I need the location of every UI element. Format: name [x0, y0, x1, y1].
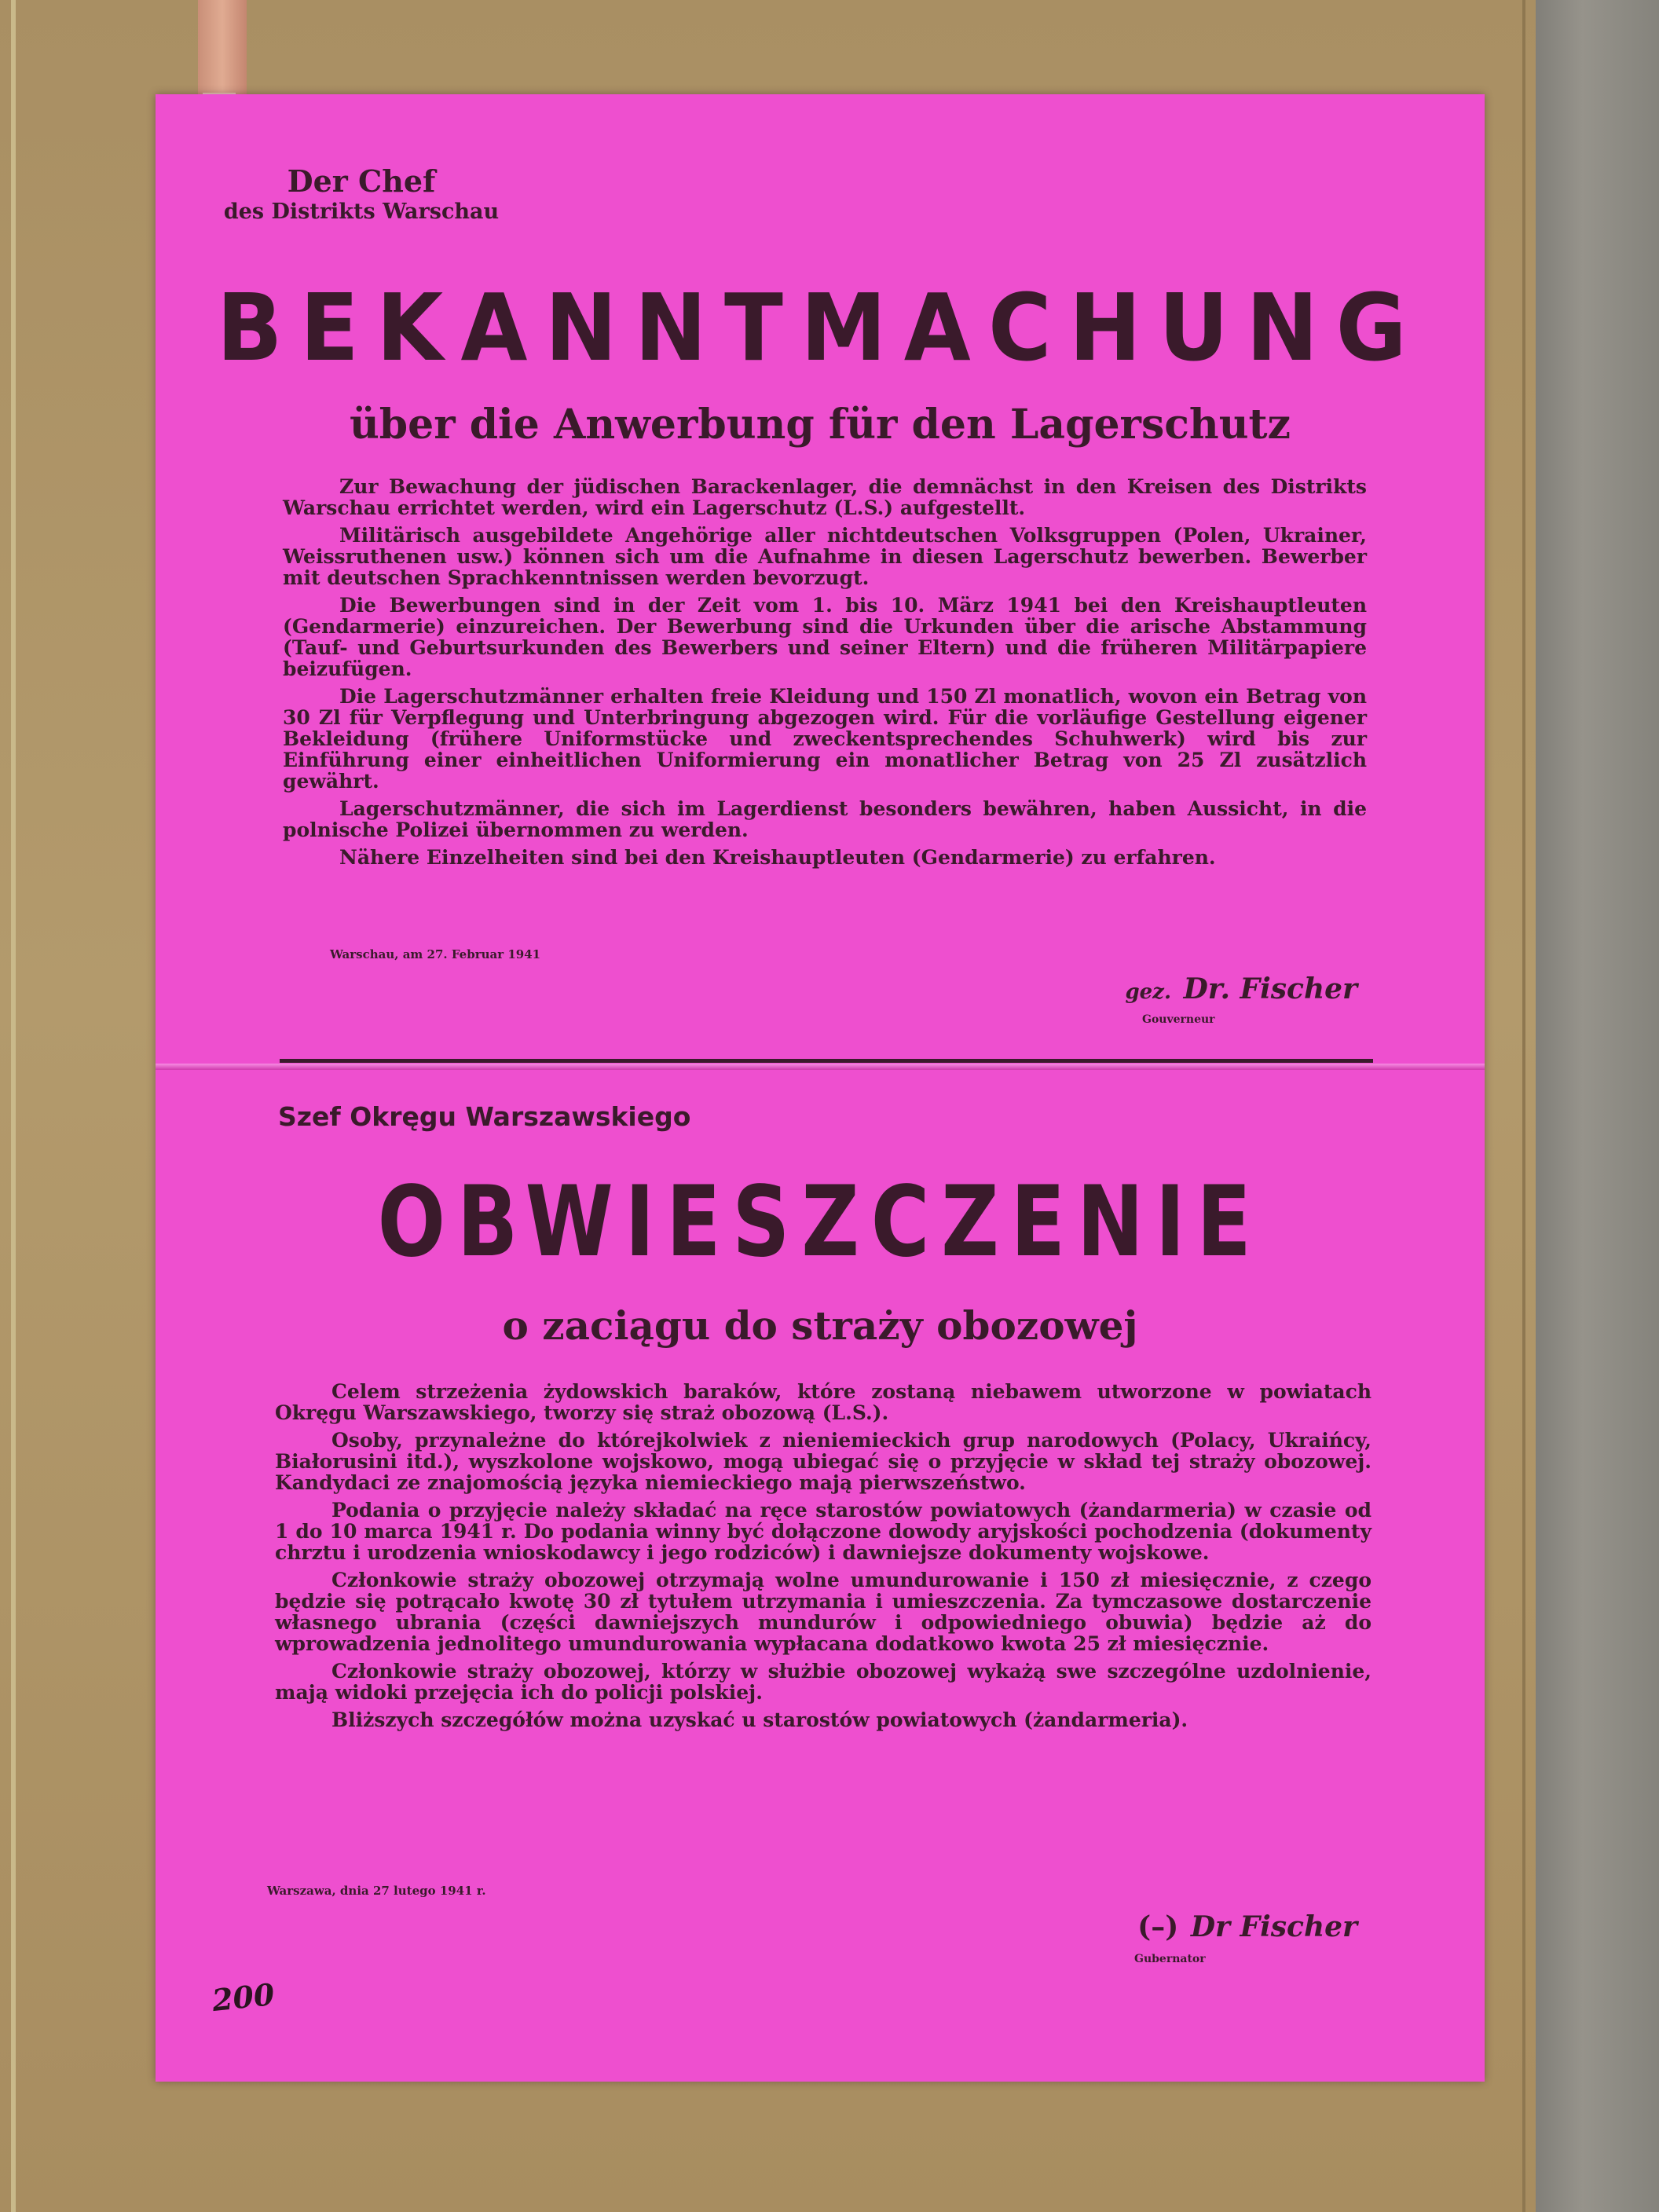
german-issuer-line1: Der Chef — [287, 163, 436, 199]
polish-title-wrap — [156, 1167, 1485, 1277]
polish-place-date: Warszawa, dnia 27 lutego 1941 r. — [267, 1884, 486, 1898]
german-signature — [1043, 972, 1357, 1005]
poster-sheet — [156, 94, 1485, 2082]
german-paragraph: Lagerschutzmänner, die sich im Lagerdienst besonders bewähren, haben Aussicht, in die polnische Polizei übernommen zu werden. — [283, 797, 1367, 841]
section-divider — [280, 1059, 1373, 1063]
polish-signature-name: Dr Fischer — [1190, 1910, 1357, 1943]
german-signature-prefix: gez. — [1125, 980, 1171, 1004]
polish-subtitle: o zaciągu do straży obozowej — [502, 1302, 1138, 1349]
german-title: BEKANNTMACHUNG — [216, 273, 1424, 382]
polish-paragraph: Celem strzeżenia żydowskich baraków, które zostaną niebawem utworzone w powiatach Okręgu Warszawskiego, tworzy się straż obozową (L.S.). — [275, 1380, 1372, 1424]
german-body — [283, 476, 1367, 874]
polish-paragraph: Osoby, przynależne do którejkolwiek z nieniemieckich grup narodowych (Polacy, Ukraińcy, Białorusini itd.), wyszkolone wojskowo, mogą ubiegać się o przyjęcie w skład tej straży obozowej. Kandydaci ze znajomością języka niemieckiego mają pierwszeństwo. — [275, 1429, 1372, 1494]
polish-body — [275, 1381, 1372, 1737]
german-issuer-line2: des Distrikts Warschau — [223, 200, 500, 224]
poster-fold — [156, 1064, 1485, 1070]
german-paragraph: Zur Bewachung der jüdischen Barackenlager, die demnächst in den Kreisen des Distrikts Warschau errichtet werden, wird ein Lagerschutz (L.S.) aufgestellt. — [283, 475, 1367, 519]
polish-title: OBWIESZCZENIE — [377, 1166, 1263, 1279]
polish-signature-prefix: (–) — [1137, 1910, 1179, 1943]
german-place-date: Warschau, am 27. Februar 1941 — [330, 947, 541, 961]
polish-signature — [1043, 1910, 1357, 1943]
polish-issuer: Szef Okręgu Warszawskiego — [278, 1101, 691, 1132]
german-title-wrap — [156, 273, 1485, 382]
german-paragraph: Die Bewerbungen sind in der Zeit vom 1. bis 10. März 1941 bei den Kreishauptleuten (Gendarmerie) einzureichen. Der Bewerbung sind die Urkunden über die arische Abstammung (Tauf- und Geburtsurkunden des Bewerbers und seiner Eltern) und die früheren Militärpapiere beizufügen. — [283, 594, 1367, 680]
polish-paragraph: Podania o przyjęcie należy składać na ręce starostów powiatowych (żandarmeria) w czasie od 1 do 10 marca 1941 r. Do podania winny być dołączone dowody aryjskości pochodzenia (dokumenty chrztu i urodzenia wnioskodawcy i jego rodziców) i dawniejsze dokumenty wojskowe. — [275, 1499, 1372, 1564]
german-paragraph: Militärisch ausgebildete Angehörige aller nichtdeutschen Volksgruppen (Polen, Ukrainer, Weissruthenen usw.) können sich um die Aufnahme in diesen Lagerschutz bewerben. Bewerber mit deutschen Sprachkenntnissen werden bevorzugt. — [283, 524, 1367, 589]
german-paragraph: Die Lagerschutzmänner erhalten freie Kleidung und 150 Zl monatlich, wovon ein Betrag von 30 Zl für Verpflegung und Unterbringung abgezogen wird. Für die vorläufige Gestellung eigener Bekleidung (frühere Uniformstücke und zweckentsprechendes Schuhwerk) wird bis zur Einführung einer einheitlichen Uniformierung ein monatlicher Betrag von 25 Zl zusätzlich gewährt. — [283, 685, 1367, 793]
polish-paragraph: Członkowie straży obozowej otrzymają wolne umundurowanie i 150 zł miesięcznie, z czego będzie się potrącało kwotę 30 zł tytułem utrzymania i umieszczenia. Za tymczasowe dostarczenie własnego ubrania (części dawniejszych mundurów i odpowiedniego obuwia) będzie aż do wprowadzenia jednolitego umundurowania wypłacana dodatkowo kwota 25 zł miesięcznie. — [275, 1569, 1372, 1655]
german-signature-title: Gouverneur — [1142, 1013, 1215, 1026]
german-paragraph: Nähere Einzelheiten sind bei den Kreishauptleuten (Gendarmerie) zu erfahren. — [339, 846, 1216, 869]
german-signature-name: Dr. Fischer — [1183, 972, 1357, 1005]
floor-background — [1532, 0, 1659, 2212]
polish-paragraph: Bliższych szczegółów można uzyskać u starostów powiatowych (żandarmeria). — [331, 1708, 1188, 1731]
polish-signature-title: Gubernator — [1134, 1953, 1206, 1965]
german-subtitle: über die Anwerbung für den Lagerschutz — [349, 401, 1291, 449]
polish-paragraph: Członkowie straży obozowej, którzy w służbie obozowej wykażą swe szczególne uzdolnienie, mają widoki przejęcia ich do policji polskiej. — [275, 1660, 1372, 1704]
handwritten-number: 200 — [210, 1976, 276, 2019]
german-issuer — [220, 163, 503, 225]
